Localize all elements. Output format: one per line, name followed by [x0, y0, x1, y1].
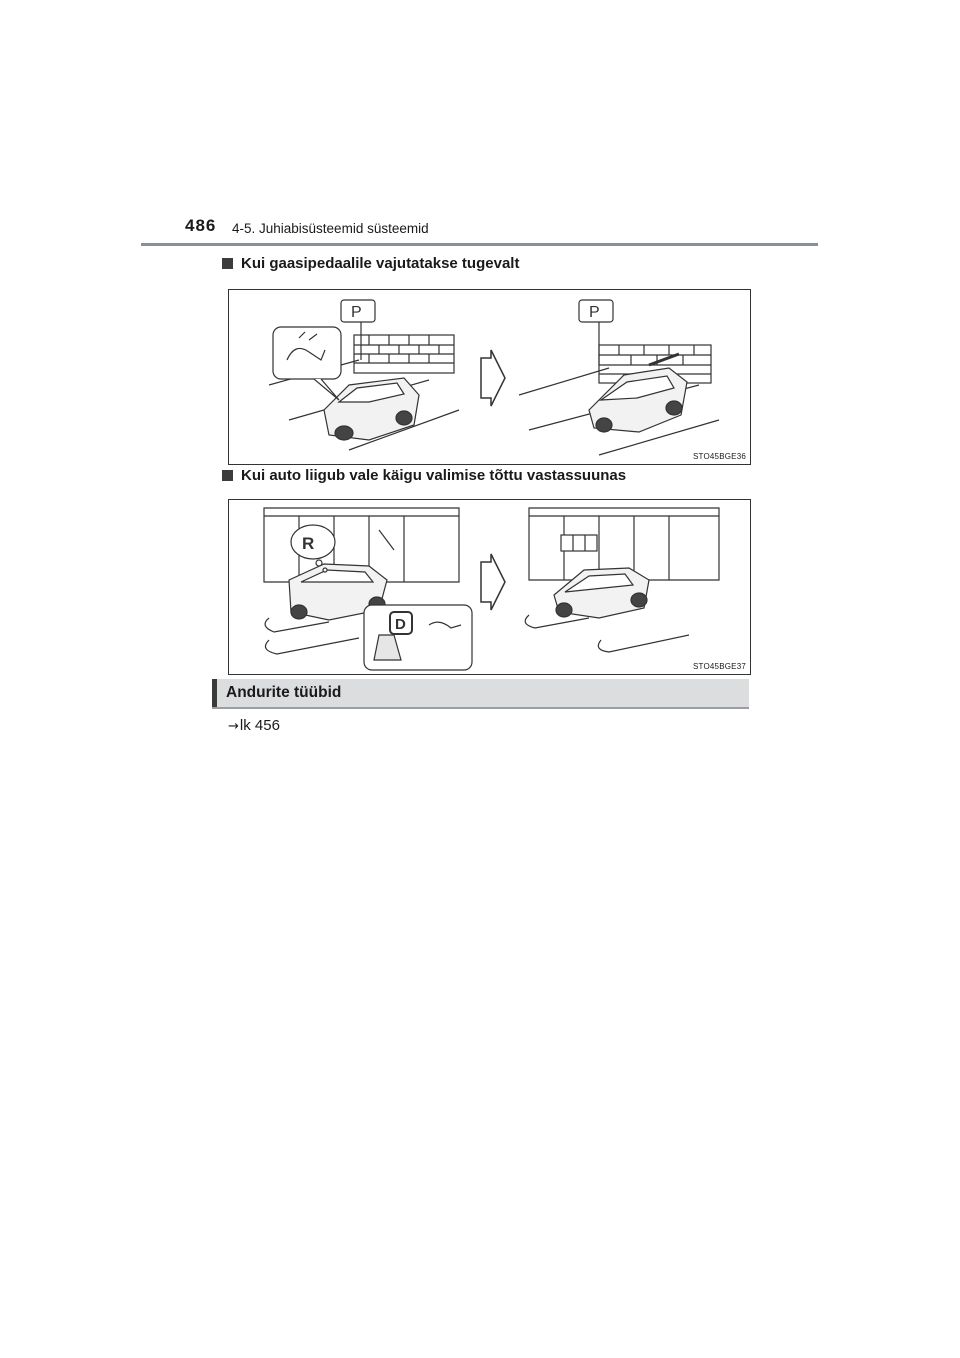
section-header	[212, 679, 749, 709]
gear-r-label: R	[302, 534, 315, 553]
square-bullet-icon	[222, 258, 233, 269]
parking-illustration	[229, 290, 750, 464]
chapter-title: 4-5. Juhiabisüsteemid süsteemid	[232, 221, 429, 236]
storefront-illustration	[229, 500, 750, 674]
svg-text:P: P	[589, 304, 600, 321]
reference-text: lk 456	[239, 717, 280, 734]
header-rule	[141, 243, 818, 246]
figure-code: STO45BGE37	[693, 662, 746, 671]
figure-code: STO45BGE36	[693, 452, 746, 461]
svg-text:P: P	[351, 304, 362, 321]
figure-strong-acceleration	[228, 289, 751, 465]
subheading-text: Kui gaasipedaalile vajutatakse tugevalt	[241, 255, 520, 272]
figure-wrong-gear	[228, 499, 751, 675]
page-reference[interactable]	[228, 717, 280, 734]
section-accent	[212, 679, 217, 707]
square-bullet-icon	[222, 470, 233, 481]
section-title: Andurite tüübid	[226, 684, 342, 701]
gear-d-label: D	[395, 616, 406, 633]
page-number: 486	[185, 216, 217, 235]
subheading-text: Kui auto liigub vale käigu valimise tõttu vastassuunas	[241, 467, 627, 484]
arrow-right-icon: →	[228, 719, 239, 734]
subheading-wrong-gear	[222, 467, 626, 484]
subheading-strong-acceleration	[222, 255, 519, 272]
